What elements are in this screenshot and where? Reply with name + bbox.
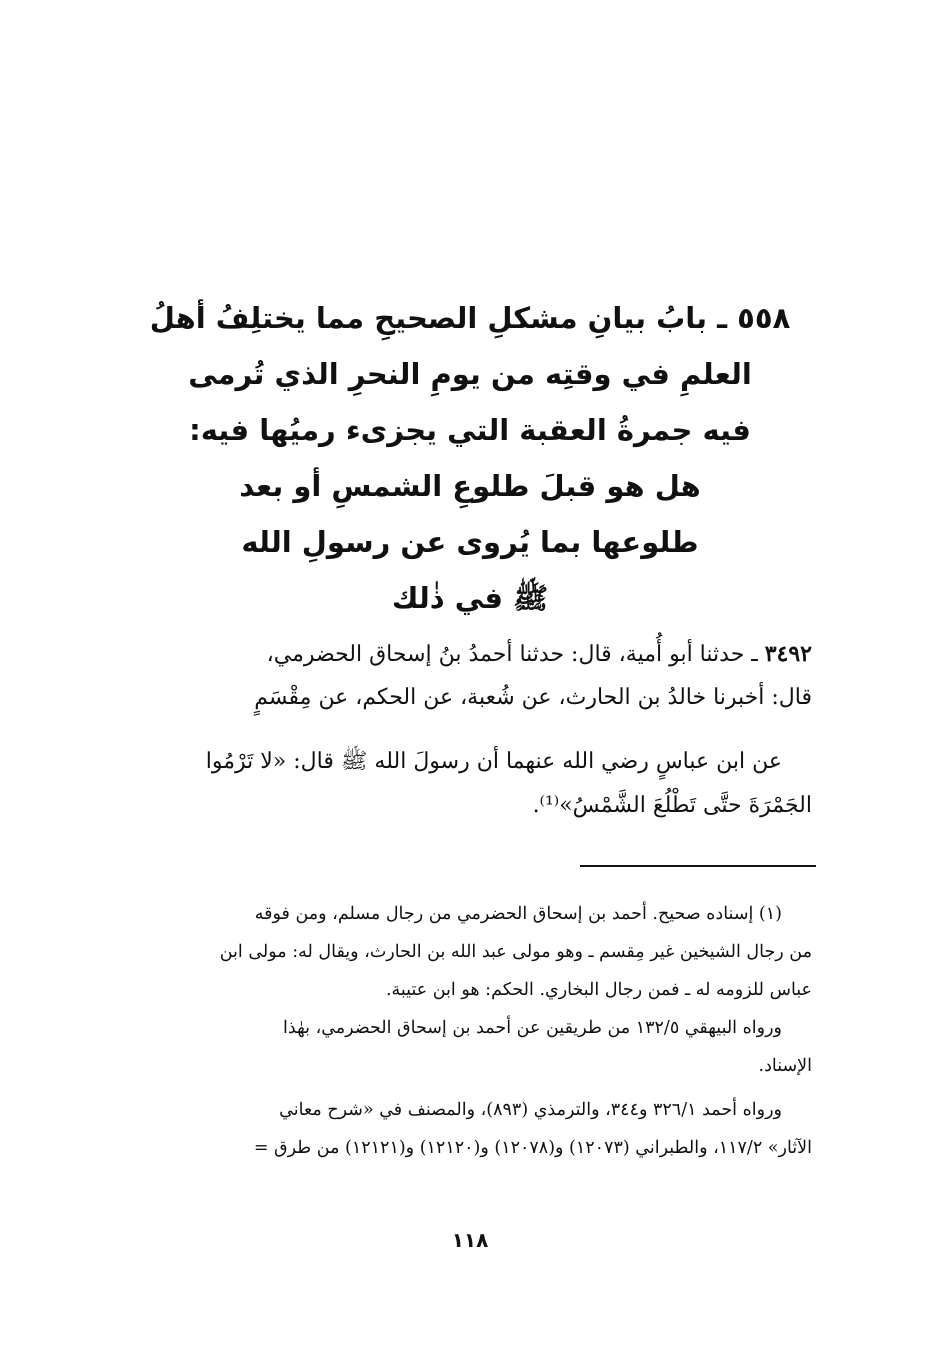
chapter-heading-line-5: طلوعها بما يُروى عن رسولِ الله — [241, 525, 699, 559]
chapter-heading-line-6: ﷺ في ذٰلك — [391, 581, 549, 615]
hadith-line-2: قال: أخبرنا خالدُ بن الحارث، عن شُعبة، عن الحكم، عن مِقْسَمٍ — [254, 685, 812, 710]
chapter-heading-line-2: العلمِ في وقتِه من يومِ النحرِ الذي تُرمى — [188, 357, 752, 391]
footnotes — [112, 895, 812, 1167]
hadith-number: ٣٤٩٢ — [764, 641, 812, 667]
chapter-heading-line-4: هل هو قبلَ طلوعِ الشمسِ أو بعد — [239, 469, 701, 503]
footnote-line-2: من رجال الشيخين غير مِقسم ـ وهو مولى عبد الله بن الحارث، ويقال له: مولى ابن — [219, 942, 812, 962]
hadith-line-3: عن ابن عباسٍ رضي الله عنهما أن رسولَ الله ﷺ قال: «لا تَرْمُوا — [205, 749, 782, 774]
footnote-separator — [580, 865, 816, 867]
page-number: ١١٨ — [451, 1228, 489, 1252]
footnote-line-6: ورواه أحمد ٣٢٦/١ و٣٤٤، والترمذي (٨٩٣)، والمصنف في «شرح معاني — [279, 1100, 782, 1120]
footnote-line-5: الإسناد. — [758, 1056, 812, 1076]
footnote-line-4: ورواه البيهقي ١٣٢/٥ من طريقين عن أحمد بن إسحاق الحضرمي، بهٰذا — [283, 1018, 782, 1038]
footnote-line-7: الآثار» ١١٧/٢، والطبراني (١٢٠٧٣) و(١٢٠٧٨) و(١٢١٢٠) و(١٢١٢١) من طرق = — [253, 1138, 812, 1158]
hadith-matn — [122, 740, 812, 828]
hadith-line-4: الجَمْرَةَ حتَّى تَطْلُعَ الشَّمْسُ»⁽¹⁾. — [532, 793, 812, 818]
footnote-line-3: عباس للزومه له ـ فمن رجال البخاري. الحكم: هو ابن عتيبة. — [385, 980, 812, 1000]
chapter-heading-line-3: فيه جمرةُ العقبة التي يجزىء رميُها فيه: — [189, 413, 751, 447]
hadith-line-1 — [122, 632, 812, 676]
footnote-line-1: (١) إسناده صحيح. أحمد بن إسحاق الحضرمي من رجال مسلم، ومن فوقه — [254, 904, 782, 924]
chapter-heading-line-1: ٥٥٨ ـ بابُ بيانِ مشكلِ الصحيحِ مما يختلِفُ أهلُ — [149, 301, 791, 335]
hadith-isnad — [122, 632, 812, 720]
chapter-heading — [130, 290, 810, 626]
hadith-line-1-text: ـ حدثنا أبو أُمية، قال: حدثنا أحمدُ بنُ إسحاق الحضرمي، — [266, 642, 765, 667]
